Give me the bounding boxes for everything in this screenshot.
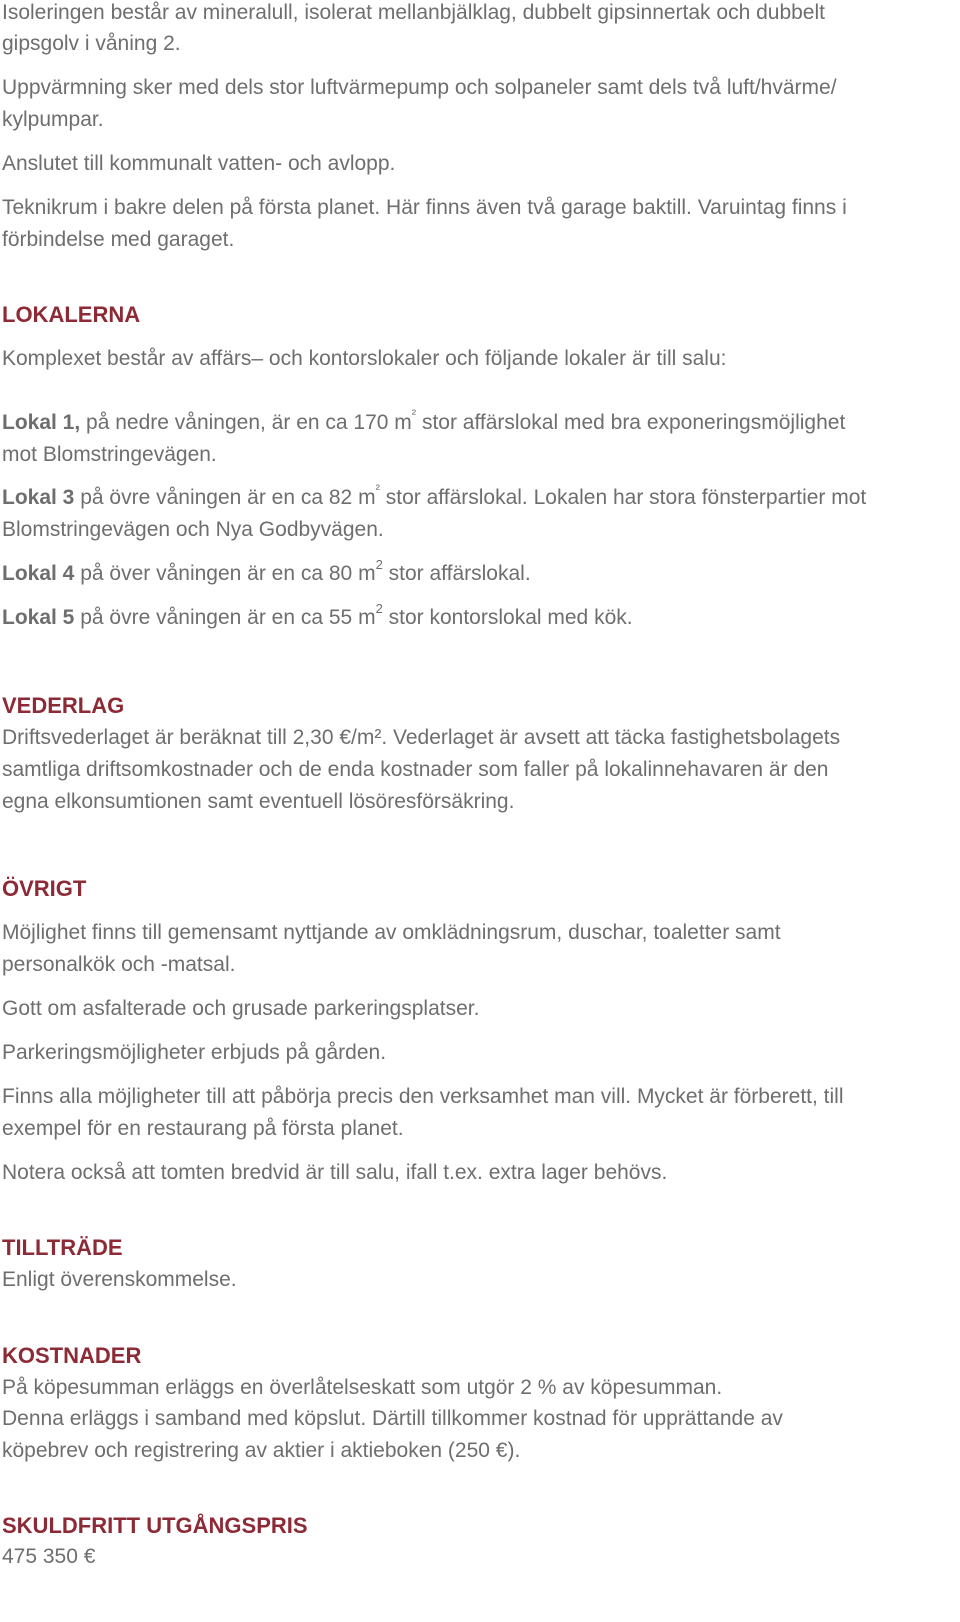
lokal-4-text-cont: stor affärslokal. [382, 562, 531, 585]
lokalerna-heading: LOKALERNA [2, 302, 141, 327]
ovrigt-heading: ÖVRIGT [2, 876, 87, 901]
lokal-5-label: Lokal 5 [2, 606, 75, 629]
lokal-4-unit: 2 [375, 557, 383, 572]
lokal-3-label: Lokal 3 [2, 486, 75, 509]
intro-paragraph-3: Anslutet till kommunalt vatten- och avlopp. [2, 152, 396, 175]
lokalerna-intro: Komplexet består av affärs– och kontorslokaler och följande lokaler är till salu: [2, 347, 727, 370]
vederlag-line-2: samtliga driftsomkostnader och de enda kostnader som faller på lokalinnehavaren är den [2, 758, 829, 781]
pris-value: 475 350 € [2, 1545, 96, 1568]
pris-heading: SKULDFRITT UTGÅNGSPRIS [2, 1513, 308, 1538]
lokal-1-text-cont: stor affärslokal med bra exponeringsmöjlighet [416, 411, 846, 434]
intro-paragraph-4-line-2: förbindelse med garaget. [2, 228, 235, 251]
lokal-1-unit: ² [411, 406, 417, 421]
lokal-5-text: på övre våningen är en ca 55 m [74, 606, 376, 629]
lokal-3-unit: ² [375, 481, 380, 496]
kostnader-line-1: På köpesumman erläggs en överlåtelseskatt som utgör 2 % av köpesumman. [2, 1376, 723, 1399]
intro-paragraph-4-line-1: Teknikrum i bakre delen på första planet. Här finns även två garage baktill. Varuintag finns i [2, 196, 847, 219]
ovrigt-paragraph-4-line-2: exempel för en restaurang på första planet. [2, 1117, 404, 1140]
lokal-4-text: på över våningen är en ca 80 m [74, 562, 376, 585]
lokal-1-line-1 [2, 406, 846, 436]
kostnader-line-2: Denna erläggs i samband med köpslut. Därtill tillkommer kostnad för upprättande av [2, 1407, 783, 1430]
lokal-3-line-2: Blomstringevägen och Nya Godbyvägen. [2, 518, 384, 541]
lokal-1-text: på nedre våningen, är en ca 170 m [80, 411, 412, 434]
intro-paragraph-2-line-2: kylpumpar. [2, 108, 104, 131]
kostnader-heading: KOSTNADER [2, 1343, 142, 1368]
lokal-5-unit: 2 [375, 601, 383, 616]
tilltrade-heading: TILLTRÄDE [2, 1235, 123, 1260]
tilltrade-text: Enligt överenskommelse. [2, 1268, 237, 1291]
vederlag-line-3: egna elkonsumtionen samt eventuell lösöresförsäkring. [2, 790, 515, 813]
intro-paragraph-1-line-1: Isoleringen består av mineralull, isolerat mellanbjälklag, dubbelt gipsinnertak och dubbelt [2, 1, 825, 24]
lokal-4-label: Lokal 4 [2, 562, 75, 585]
intro-paragraph-2-line-1: Uppvärmning sker med dels stor luftvärmepump och solpaneler samt dels två luft/hvärme/ [2, 76, 837, 99]
ovrigt-paragraph-4-line-1: Finns alla möjligheter till att påbörja precis den verksamhet man vill. Mycket är förberett, till [2, 1085, 844, 1108]
lokal-3-line-1 [2, 481, 867, 511]
lokal-3-text: på övre våningen är en ca 82 m [74, 486, 376, 509]
kostnader-line-3: köpebrev och registrering av aktier i aktieboken (250 €). [2, 1439, 521, 1462]
vederlag-heading: VEDERLAG [2, 693, 125, 718]
lokal-1-line-2: mot Blomstringevägen. [2, 443, 217, 466]
vederlag-line-1: Driftsvederlaget är beräknat till 2,30 €/m². Vederlaget är avsett att täcka fastighetsbolagets [2, 726, 841, 749]
lokal-4-line [2, 557, 531, 587]
ovrigt-paragraph-2: Gott om asfalterade och grusade parkeringsplatser. [2, 997, 480, 1020]
lokal-1-label: Lokal 1, [2, 411, 81, 434]
lokal-5-text-cont: stor kontorslokal med kök. [382, 606, 633, 629]
ovrigt-paragraph-5: Notera också att tomten bredvid är till salu, ifall t.ex. extra lager behövs. [2, 1161, 668, 1184]
ovrigt-paragraph-3: Parkeringsmöjligheter erbjuds på gården. [2, 1041, 387, 1064]
ovrigt-paragraph-1-line-1: Möjlighet finns till gemensamt nyttjande av omklädningsrum, duschar, toaletter samt [2, 921, 781, 944]
lokal-5-line [2, 601, 633, 631]
intro-paragraph-1-line-2: gipsgolv i våning 2. [2, 32, 181, 55]
lokal-3-text-cont: stor affärslokal. Lokalen har stora fönsterpartier mot [379, 486, 867, 509]
ovrigt-paragraph-1-line-2: personalkök och -matsal. [2, 953, 236, 976]
